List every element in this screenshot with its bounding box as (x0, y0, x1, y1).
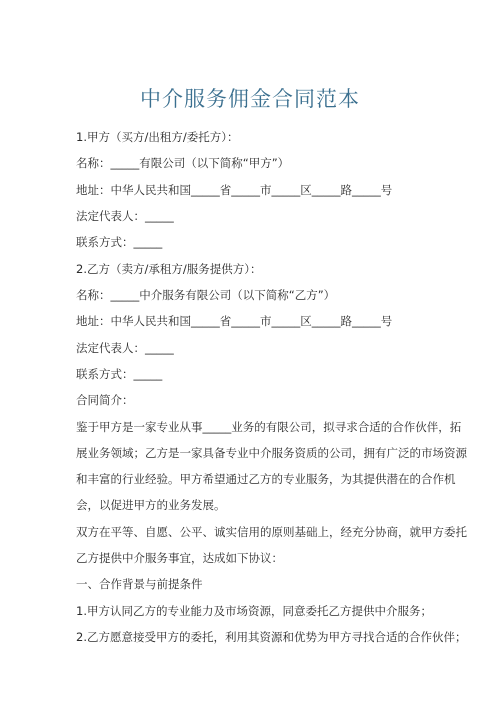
document-title: 中介服务佣金合同范本 (140, 87, 360, 111)
intro-paragraph-line: 会，以促进甲方的业务发展。 (76, 498, 226, 512)
party-b-contact: 联系方式：_____ (76, 367, 163, 381)
agreement-paragraph-line: 乙方提供中介服务事宜，达成如下协议： (76, 551, 283, 565)
intro-paragraph-line: 和丰富的行业经验。甲方希望通过乙方的专业服务，为其提供潜在的合作机 (76, 472, 456, 486)
section-one-heading: 一、合作背景与前提条件 (76, 577, 203, 591)
contract-intro-heading: 合同简介： (76, 393, 134, 407)
party-a-legal-rep: 法定代表人：_____ (76, 209, 174, 223)
section-one-item: 2.乙方愿意接受甲方的委托，利用其资源和优势为甲方寻找合适的合作伙伴； (76, 630, 467, 644)
intro-paragraph-line: 鉴于甲方是一家专业从事_____业务的有限公司，拟寻求合适的合作伙伴，拓 (76, 420, 462, 434)
agreement-paragraph-line: 双方在平等、自愿、公平、诚实信用的原则基础上，经充分协商，就甲方委托 (76, 525, 467, 539)
section-one-item: 1.甲方认同乙方的专业能力及市场资源，同意委托乙方提供中介服务； (76, 604, 432, 618)
party-b-heading: 2.乙方（卖方/承租方/服务提供方）： (76, 262, 262, 276)
party-a-contact: 联系方式：_____ (76, 235, 163, 249)
party-a-address: 地址：中华人民共和国_____省_____市_____区_____路_____号 (76, 183, 393, 197)
party-a-heading: 1.甲方（买方/出租方/委托方）： (76, 130, 239, 144)
party-b-address: 地址：中华人民共和国_____省_____市_____区_____路_____号 (76, 314, 393, 328)
party-b-legal-rep: 法定代表人：_____ (76, 341, 174, 355)
party-a-name: 名称：_____有限公司（以下简称“甲方”） (76, 156, 290, 170)
party-b-name: 名称：_____中介服务有限公司（以下简称“乙方”） (76, 288, 336, 302)
intro-paragraph-line: 展业务领域；乙方是一家具备专业中介服务资质的公司，拥有广泛的市场资源 (76, 446, 467, 460)
